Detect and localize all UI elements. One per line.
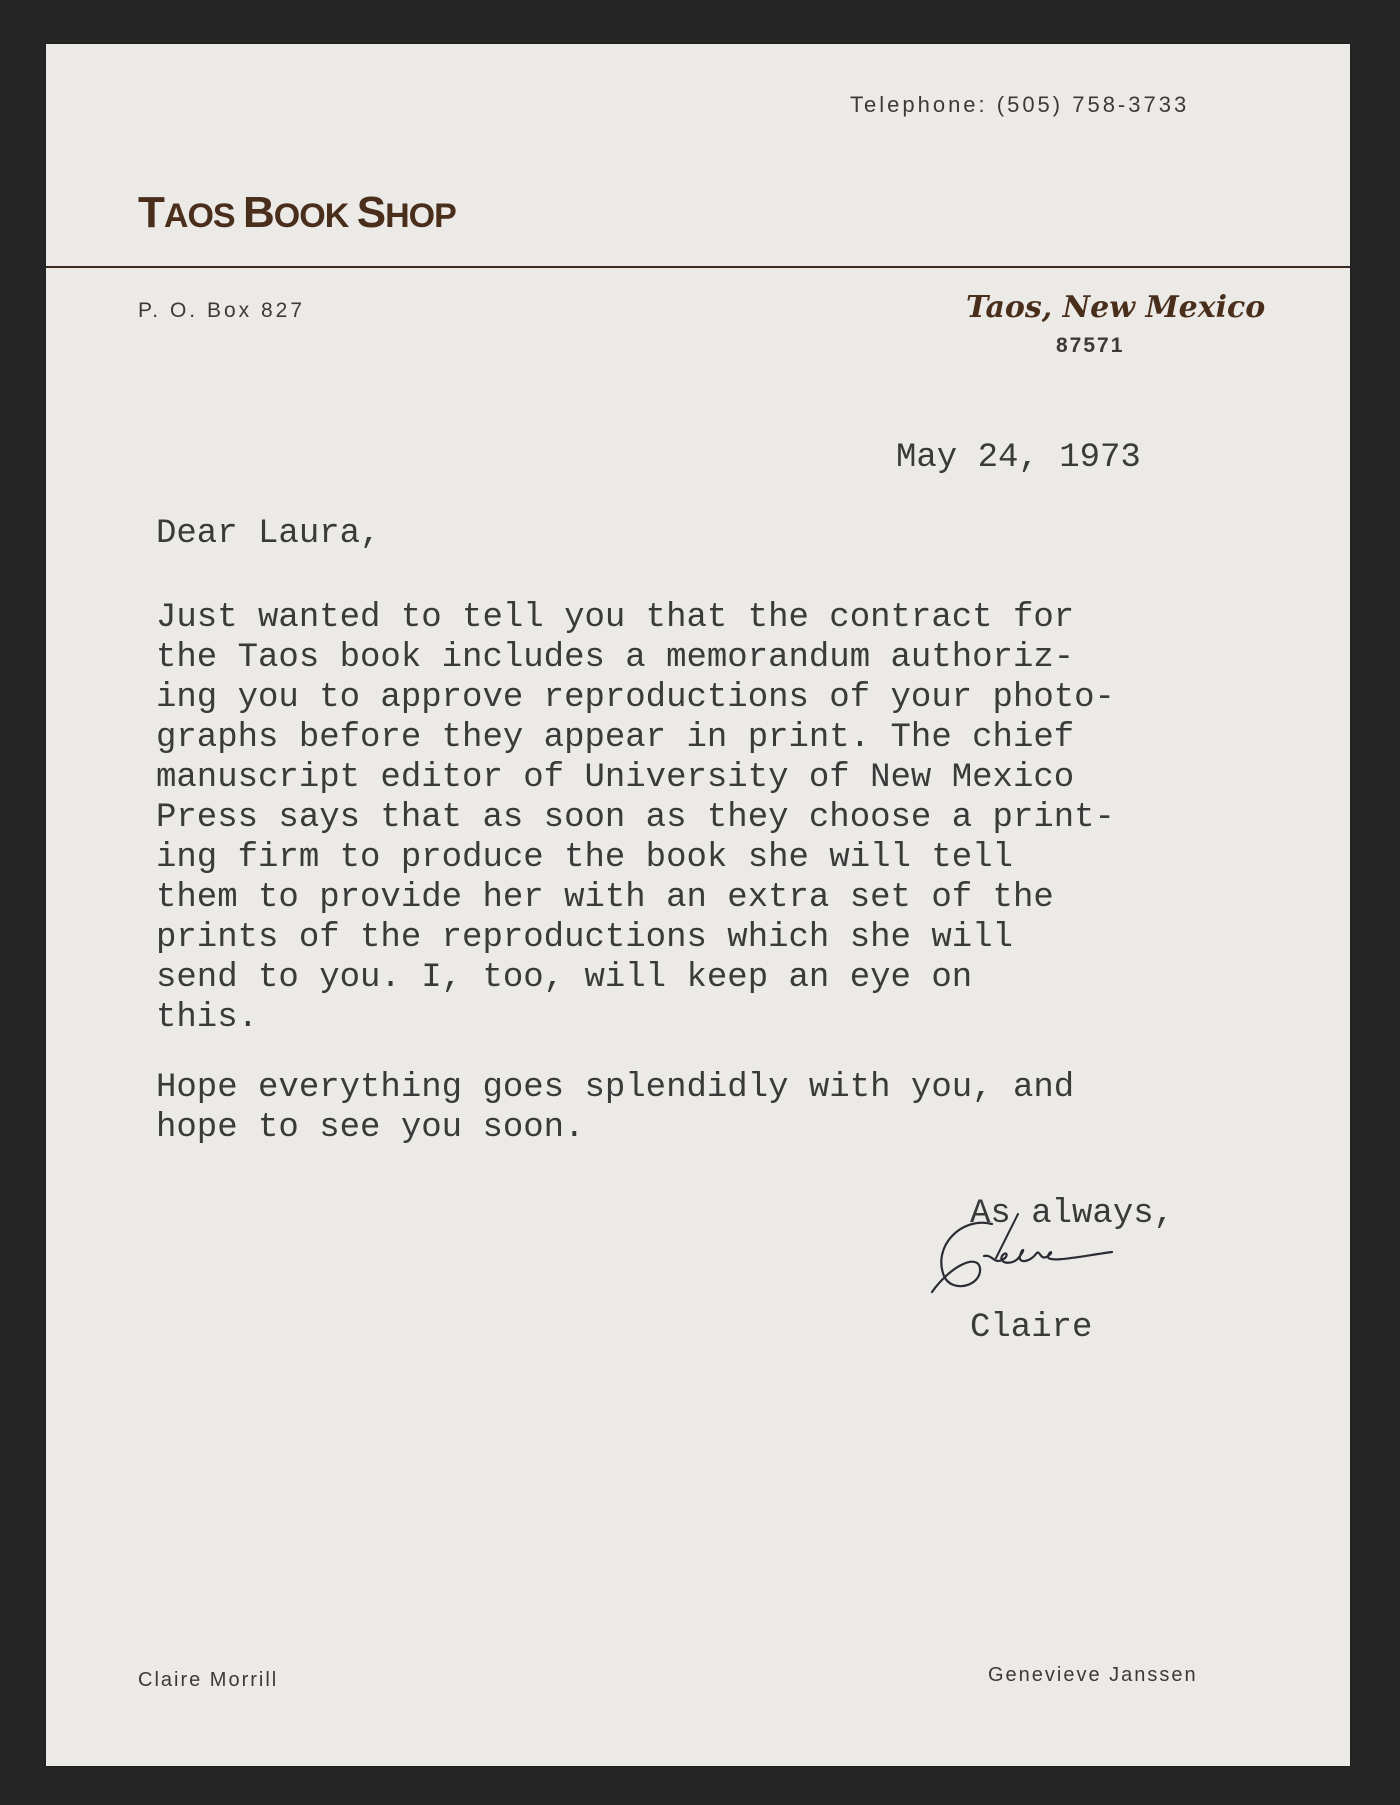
letter-date: May 24, 1973 bbox=[896, 439, 1141, 477]
letter-page bbox=[46, 44, 1350, 1766]
telephone-number: Telephone: (505) 758-3733 bbox=[850, 92, 1190, 117]
shop-name-part: AOS bbox=[163, 197, 244, 235]
signed-name: Claire bbox=[970, 1309, 1093, 1347]
body-line: Press says that as soon as they choose a print- bbox=[156, 799, 1115, 837]
shop-name-part: OOK bbox=[273, 197, 357, 235]
body-paragraph bbox=[156, 598, 1115, 1038]
body-line: ing firm to produce the book she will tell bbox=[156, 839, 1013, 877]
body-line: prints of the reproductions which she will bbox=[156, 919, 1013, 957]
closing-line: hope to see you soon. bbox=[156, 1109, 585, 1147]
closing-paragraph bbox=[156, 1068, 1074, 1148]
body-line: manuscript editor of University of New Mexico bbox=[156, 759, 1075, 797]
shop-name bbox=[138, 188, 456, 238]
po-box: P. O. Box 827 bbox=[138, 299, 306, 322]
closing-line: Hope everything goes splendidly with you, and bbox=[156, 1069, 1075, 1107]
shop-name-part: S bbox=[356, 188, 386, 237]
body-line: Just wanted to tell you that the contract for bbox=[156, 599, 1075, 637]
sign-off: As always, bbox=[970, 1195, 1175, 1233]
body-line: send to you. I, too, will keep an eye on bbox=[156, 959, 973, 997]
handwritten-signature bbox=[922, 1206, 1122, 1306]
body-line: the Taos book includes a memorandum authoriz- bbox=[156, 639, 1075, 677]
body-line: this. bbox=[156, 999, 259, 1037]
shop-name-part: T bbox=[138, 188, 164, 237]
body-line: ing you to approve reproductions of your photo- bbox=[156, 679, 1115, 717]
zip-code: 87571 bbox=[1056, 334, 1125, 357]
shop-name-part: B bbox=[243, 188, 274, 237]
shop-name-part: HOP bbox=[385, 197, 456, 235]
letterhead-divider bbox=[46, 266, 1350, 268]
footer-name-left: Claire Morrill bbox=[138, 1669, 279, 1691]
body-line: graphs before they appear in print. The chief bbox=[156, 719, 1075, 757]
footer-name-right: Genevieve Janssen bbox=[988, 1664, 1198, 1686]
body-line: them to provide her with an extra set of the bbox=[156, 879, 1054, 917]
city-name: Taos, New Mexico bbox=[966, 290, 1266, 325]
salutation: Dear Laura, bbox=[156, 515, 381, 553]
